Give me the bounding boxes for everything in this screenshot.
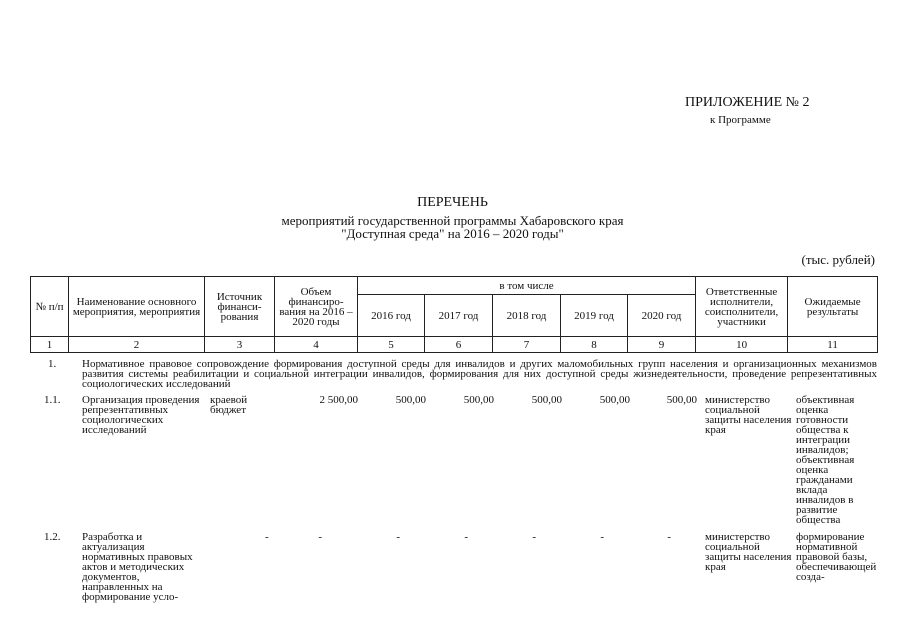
row-year-2017: 500,00 (463, 394, 494, 406)
row-number: 1.2. (44, 531, 61, 543)
row-year-2016: - (396, 531, 400, 543)
header-year-2018: 2018 год (493, 295, 561, 337)
row-year-2019: - (600, 531, 604, 543)
header-including: в том числе (358, 277, 696, 295)
header-executors: Ответственные исполнители, соисполнители, участники (696, 277, 788, 337)
header-year-2020: 2020 год (628, 295, 696, 337)
document-subtitle-line2: "Доступная среда" на 2016 – 2020 годы" (341, 226, 564, 241)
row-year-2016: 500,00 (395, 394, 426, 406)
column-number: 7 (493, 337, 561, 353)
column-number: 6 (425, 337, 493, 353)
appendix-title: ПРИЛОЖЕНИЕ № 2 (685, 95, 810, 110)
units-label: (тыс. рублей) (801, 252, 875, 267)
header-num: № п/п (31, 277, 69, 337)
column-number: 8 (561, 337, 628, 353)
row-results: формирование нормативной правовой базы, обеспечивающей созда- (796, 531, 877, 583)
row-source: - (265, 531, 269, 543)
row-results: объективная оценка готовности общества к интеграции инвалидов; объективная оценка гражданами вклада инвалидов в развитие общества (796, 394, 855, 526)
column-number: 4 (275, 337, 358, 353)
column-number: 1 (31, 337, 69, 353)
row-source: краевой бюджет (210, 394, 248, 416)
section-row (30, 355, 877, 395)
header-source: Источник финанси-рования (205, 277, 275, 337)
row-executors: министерство социальной защиты населения края (705, 531, 792, 573)
header-name: Наименование основного мероприятия, мероприятия (69, 277, 205, 337)
row-year-2017: - (464, 531, 468, 543)
table-row (30, 395, 877, 532)
row-year-2018: - (532, 531, 536, 543)
row-name: Организация проведения репрезентативных социологических исследований (82, 394, 200, 436)
row-year-2019: 500,00 (599, 394, 630, 406)
row-total: - (318, 531, 322, 543)
header-results: Ожидаемые результаты (788, 277, 878, 337)
row-executors: министерство социальной защиты населения края (705, 394, 792, 436)
row-name: Разработка и актуализация нормативных правовых актов и методических документов, направленных на формирование усло- (82, 531, 193, 603)
table-body (30, 355, 877, 612)
document-title: ПЕРЕЧЕНЬ (417, 195, 488, 210)
header-year-2017: 2017 год (425, 295, 493, 337)
row-total: 2 500,00 (319, 394, 358, 406)
row-year-2020: - (667, 531, 671, 543)
table-row (30, 532, 877, 612)
row-year-2020: 500,00 (666, 394, 697, 406)
row-year-2018: 500,00 (531, 394, 562, 406)
column-number: 11 (788, 337, 878, 353)
document-subtitle-line1: мероприятий государственной программы Хабаровского края (281, 213, 624, 228)
header-year-2019: 2019 год (561, 295, 628, 337)
section-number: 1. (48, 358, 57, 370)
column-number: 2 (69, 337, 205, 353)
row-number: 1.1. (44, 394, 61, 406)
column-number: 10 (696, 337, 788, 353)
column-number: 9 (628, 337, 696, 353)
appendix-subtitle: к Программе (710, 114, 771, 126)
header-year-2016: 2016 год (358, 295, 425, 337)
column-number: 3 (205, 337, 275, 353)
table-header (30, 276, 878, 353)
document-subtitle (0, 214, 905, 240)
section-text: Нормативное правовое сопровождение формирования доступной среды для инвалидов и других маломобильных групп населения и организационных механизмов развития системы реабилитации и социальной интеграции инвалидов, формирования для них доступной среды жизнедеятельности, проведение репрезентативных социологических исследований (82, 358, 877, 390)
column-number: 5 (358, 337, 425, 353)
header-volume: Объем финансиро-вания на 2016 – 2020 годы (275, 277, 358, 337)
